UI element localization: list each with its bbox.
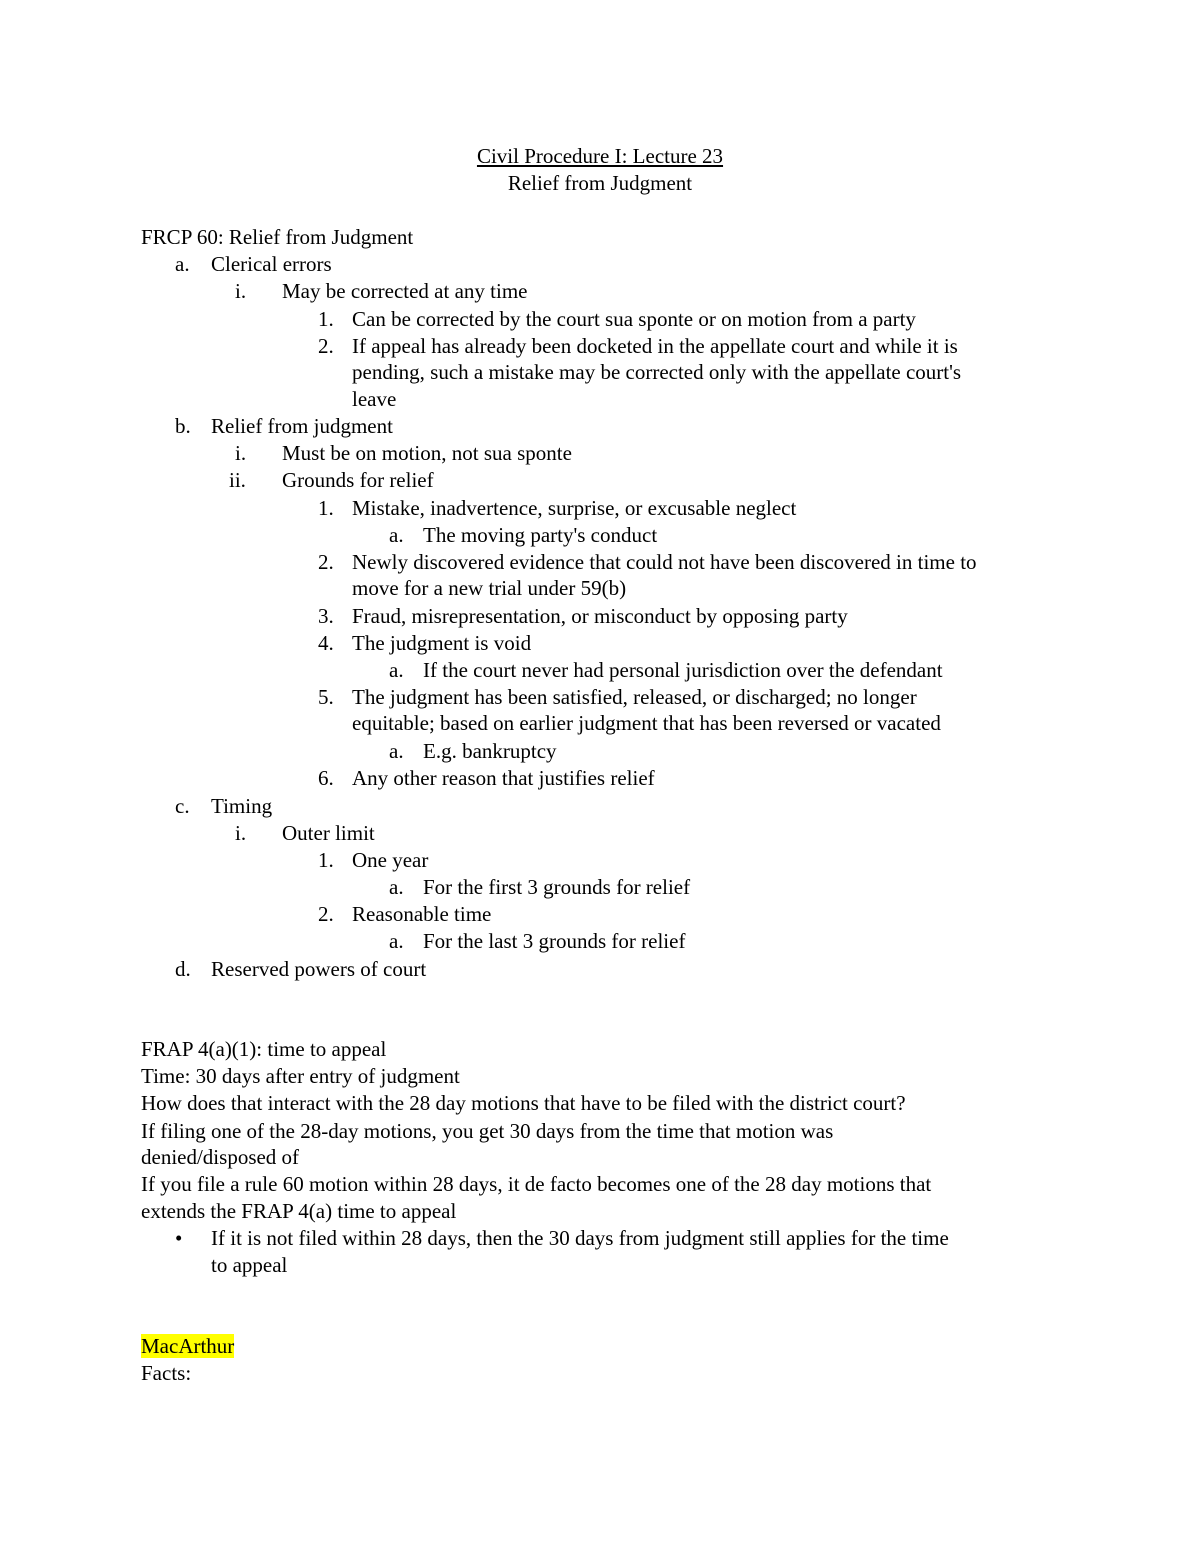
outline-marker: ii. [229, 468, 246, 492]
outline-marker: 3. [318, 604, 334, 628]
paragraph-line: If filing one of the 28-day motions, you get 30 days from the time that motion was [141, 1119, 834, 1143]
outline-marker: a. [175, 252, 190, 276]
outline-item: For the last 3 grounds for relief [423, 929, 686, 953]
outline-item-reserved-powers: Reserved powers of court [211, 957, 427, 981]
outline-item-continued: equitable; based on earlier judgment that has been reversed or vacated [352, 711, 941, 735]
document-title: Civil Procedure I: Lecture 23 [476, 144, 724, 168]
outline-item: Can be corrected by the court sua sponte or on motion from a party [352, 307, 916, 331]
document-subtitle: Relief from Judgment [507, 171, 693, 195]
outline-item: The judgment is void [352, 631, 532, 655]
outline-item: Must be on motion, not sua sponte [282, 441, 572, 465]
frcp-heading: FRCP 60: Relief from Judgment [141, 225, 414, 249]
outline-item: Outer limit [282, 821, 375, 845]
outline-marker: a. [389, 523, 404, 547]
outline-marker: 2. [318, 902, 334, 926]
outline-item: Newly discovered evidence that could not have been discovered in time to [352, 550, 977, 574]
outline-marker: i. [235, 821, 247, 845]
outline-marker: a. [389, 658, 404, 682]
outline-item-timing: Timing [211, 794, 273, 818]
paragraph-line: Time: 30 days after entry of judgment [141, 1064, 460, 1088]
outline-marker: 4. [318, 631, 334, 655]
outline-item: If appeal has already been docketed in the appellate court and while it is [352, 334, 958, 358]
outline-item: Reasonable time [352, 902, 492, 926]
bullet-icon: • [175, 1226, 183, 1250]
outline-item-relief-from-judgment: Relief from judgment [211, 414, 393, 438]
outline-marker: 1. [318, 496, 334, 520]
outline-item: E.g. bankruptcy [423, 739, 557, 763]
outline-marker: 1. [318, 848, 334, 872]
outline-marker: 2. [318, 334, 334, 358]
outline-marker: 2. [318, 550, 334, 574]
outline-item-continued: leave [352, 387, 397, 411]
paragraph-line: How does that interact with the 28 day motions that have to be filed with the district court? [141, 1091, 906, 1115]
outline-marker: i. [235, 441, 247, 465]
outline-item-clerical-errors: Clerical errors [211, 252, 332, 276]
outline-marker: 1. [318, 307, 334, 331]
outline-item: The moving party's conduct [423, 523, 658, 547]
bullet-item-continued: to appeal [211, 1253, 288, 1277]
case-facts-label: Facts: [141, 1361, 192, 1385]
outline-marker: a. [389, 739, 404, 763]
outline-marker: 6. [318, 766, 334, 790]
outline-marker: c. [175, 794, 190, 818]
frap-heading: FRAP 4(a)(1): time to appeal [141, 1037, 387, 1061]
highlighted-text: MacArthur [141, 1334, 235, 1358]
outline-marker: a. [389, 929, 404, 953]
outline-item-continued: pending, such a mistake may be corrected only with the appellate court's [352, 360, 962, 384]
paragraph-line: denied/disposed of [141, 1145, 300, 1169]
outline-item: Any other reason that justifies relief [352, 766, 655, 790]
outline-item: If the court never had personal jurisdiction over the defendant [423, 658, 943, 682]
bullet-item: If it is not filed within 28 days, then the 30 days from judgment still applies for the time [211, 1226, 949, 1250]
outline-marker: d. [175, 957, 191, 981]
outline-marker: a. [389, 875, 404, 899]
paragraph-line: If you file a rule 60 motion within 28 days, it de facto becomes one of the 28 day motions that [141, 1172, 932, 1196]
paragraph-line: extends the FRAP 4(a) time to appeal [141, 1199, 457, 1223]
outline-item: May be corrected at any time [282, 279, 528, 303]
outline-item-continued: move for a new trial under 59(b) [352, 576, 627, 600]
outline-marker: b. [175, 414, 191, 438]
case-name [141, 1333, 234, 1360]
outline-item: For the first 3 grounds for relief [423, 875, 691, 899]
outline-item: One year [352, 848, 429, 872]
outline-item: Grounds for relief [282, 468, 434, 492]
outline-marker: i. [235, 279, 247, 303]
outline-item: Mistake, inadvertence, surprise, or excusable neglect [352, 496, 797, 520]
outline-item: Fraud, misrepresentation, or misconduct by opposing party [352, 604, 848, 628]
outline-marker: 5. [318, 685, 334, 709]
outline-item: The judgment has been satisfied, released, or discharged; no longer [352, 685, 917, 709]
